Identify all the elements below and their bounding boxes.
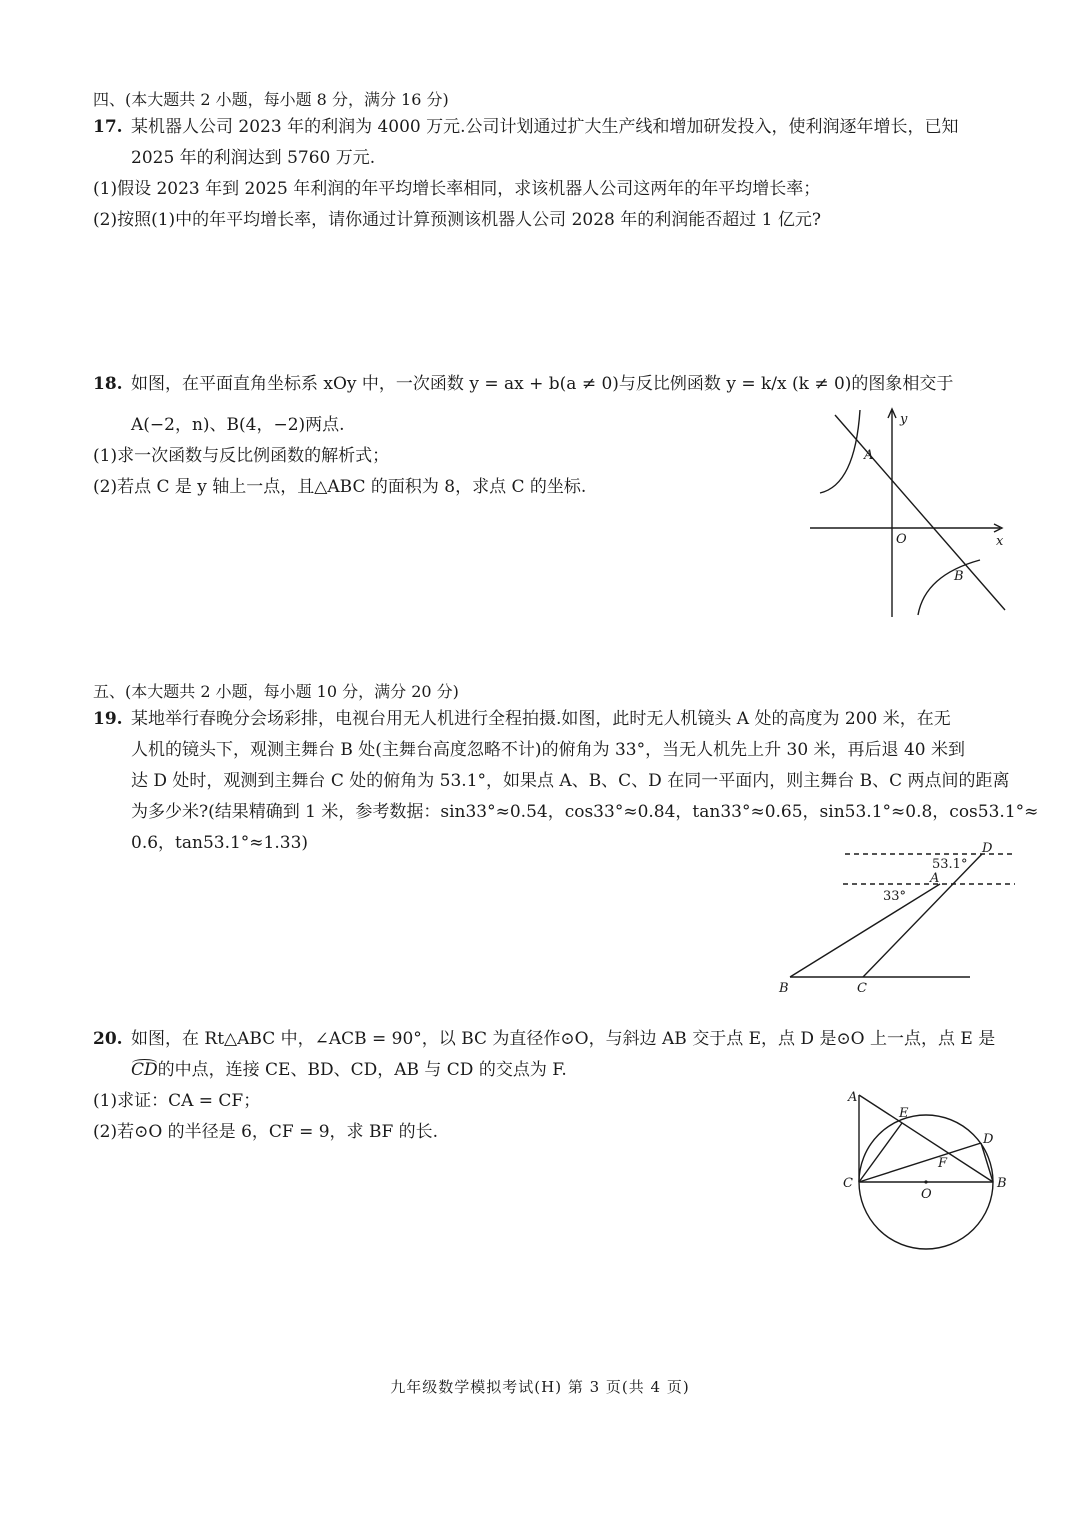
q19-line4: 为多少米?(结果精确到 1 米，参考数据：sin33°≈0.54，cos33°≈0.84，tan33°≈0.65，sin53.1°≈0.8，cos53.1°≈ xyxy=(131,802,1039,822)
q19-line5: 0.6，tan53.1°≈1.33) xyxy=(131,833,309,853)
label-A: A xyxy=(930,871,940,886)
label-O: O xyxy=(921,1187,932,1202)
q17-part1: (1)假设 2023 年到 2025 年利润的年平均增长率相同，求该机器人公司这两年的年平均增长率； xyxy=(93,179,821,199)
question-number: 17. xyxy=(93,117,123,137)
q17-part2: (2)按照(1)中的年平均增长率，请你通过计算预测该机器人公司 2028 年的利润能否超过 1 亿元? xyxy=(93,210,821,230)
label-C: C xyxy=(843,1176,853,1191)
q19-line1: 某地举行春晚分会场彩排，电视台用无人机进行全程拍摄.如图，此时无人机镜头 A 处的高度为 200 米，在无 xyxy=(131,709,951,729)
section-4-heading: 四、(本大题共 2 小题，每小题 8 分，满分 16 分) xyxy=(93,90,449,109)
line-AB xyxy=(790,884,940,977)
question-number: 19. xyxy=(93,709,123,729)
q17-line1: 某机器人公司 2023 年的利润为 4000 万元.公司计划通过扩大生产线和增加研发投入，使利润逐年增长，已知 xyxy=(131,117,959,137)
question-19 xyxy=(93,704,1038,859)
arc-cd-label: CD xyxy=(131,1060,158,1080)
q19-line3: 达 D 处时，观测到主舞台 C 处的俯角为 53.1°，如果点 A、B、C、D 在同一平面内，则主舞台 B、C 两点间的距离 xyxy=(131,771,1010,791)
label-A: A xyxy=(848,1090,858,1105)
label-B: B xyxy=(954,569,964,584)
center-point-O xyxy=(924,1180,927,1183)
side-AB xyxy=(859,1095,993,1182)
label-A: A xyxy=(864,448,874,463)
q18-part2: (2)若点 C 是 y 轴上一点，且△ABC 的面积为 8，求点 C 的坐标. xyxy=(93,477,587,497)
q20-part2: (2)若⊙O 的半径是 6，CF = 9，求 BF 的长. xyxy=(93,1122,439,1142)
angle-53: 53.1° xyxy=(932,857,968,872)
page-footer: 九年级数学模拟考试(H) 第 3 页(共 4 页) xyxy=(390,1378,690,1396)
question-17 xyxy=(93,112,959,236)
label-B: B xyxy=(997,1176,1007,1191)
angle-33: 33° xyxy=(883,889,907,904)
q20-part1: (1)求证：CA = CF； xyxy=(93,1091,261,1111)
label-x: x xyxy=(996,534,1004,549)
linear-function-line xyxy=(835,415,1005,610)
q19-line2: 人机的镜头下，观测主舞台 B 处(主舞台高度忽略不计)的俯角为 33°，当无人机先上升 30 米，再后退 40 米到 xyxy=(131,740,965,760)
q18-figure xyxy=(800,405,1020,620)
question-number: 18. xyxy=(93,374,123,394)
q20-figure xyxy=(835,1085,1015,1260)
label-F: F xyxy=(938,1156,948,1171)
label-E: E xyxy=(899,1106,909,1121)
label-D: D xyxy=(983,1132,994,1147)
label-y: y xyxy=(900,412,908,427)
label-O: O xyxy=(896,532,907,547)
line-DC xyxy=(863,854,982,977)
q20-line2: 的中点，连接 CE、BD、CD，AB 与 CD 的交点为 F. xyxy=(157,1060,567,1080)
q18-line1: 如图，在平面直角坐标系 xOy 中，一次函数 y = ax + b(a ≠ 0)与反比例函数 y = k/x (k ≠ 0)的图象相交于 xyxy=(131,374,954,394)
hyperbola-branch-upper xyxy=(820,410,860,493)
label-B: B xyxy=(779,981,789,996)
q17-line2: 2025 年的利润达到 5760 万元. xyxy=(131,148,376,168)
q19-figure xyxy=(775,840,1025,1000)
q18-part1: (1)求一次函数与反比例函数的解析式； xyxy=(93,446,390,466)
label-D: D xyxy=(982,841,993,856)
question-number: 20. xyxy=(93,1029,123,1049)
section-5-heading: 五、(本大题共 2 小题，每小题 10 分，满分 20 分) xyxy=(93,682,459,701)
label-C: C xyxy=(857,981,867,996)
q18-line2: A(−2，n)、B(4，−2)两点. xyxy=(131,415,345,435)
q20-line1: 如图，在 Rt△ABC 中，∠ACB = 90°，以 BC 为直径作⊙O，与斜边 AB 交于点 E，点 D 是⊙O 上一点，点 E 是 xyxy=(131,1029,996,1049)
hyperbola-branch-lower xyxy=(918,560,980,615)
